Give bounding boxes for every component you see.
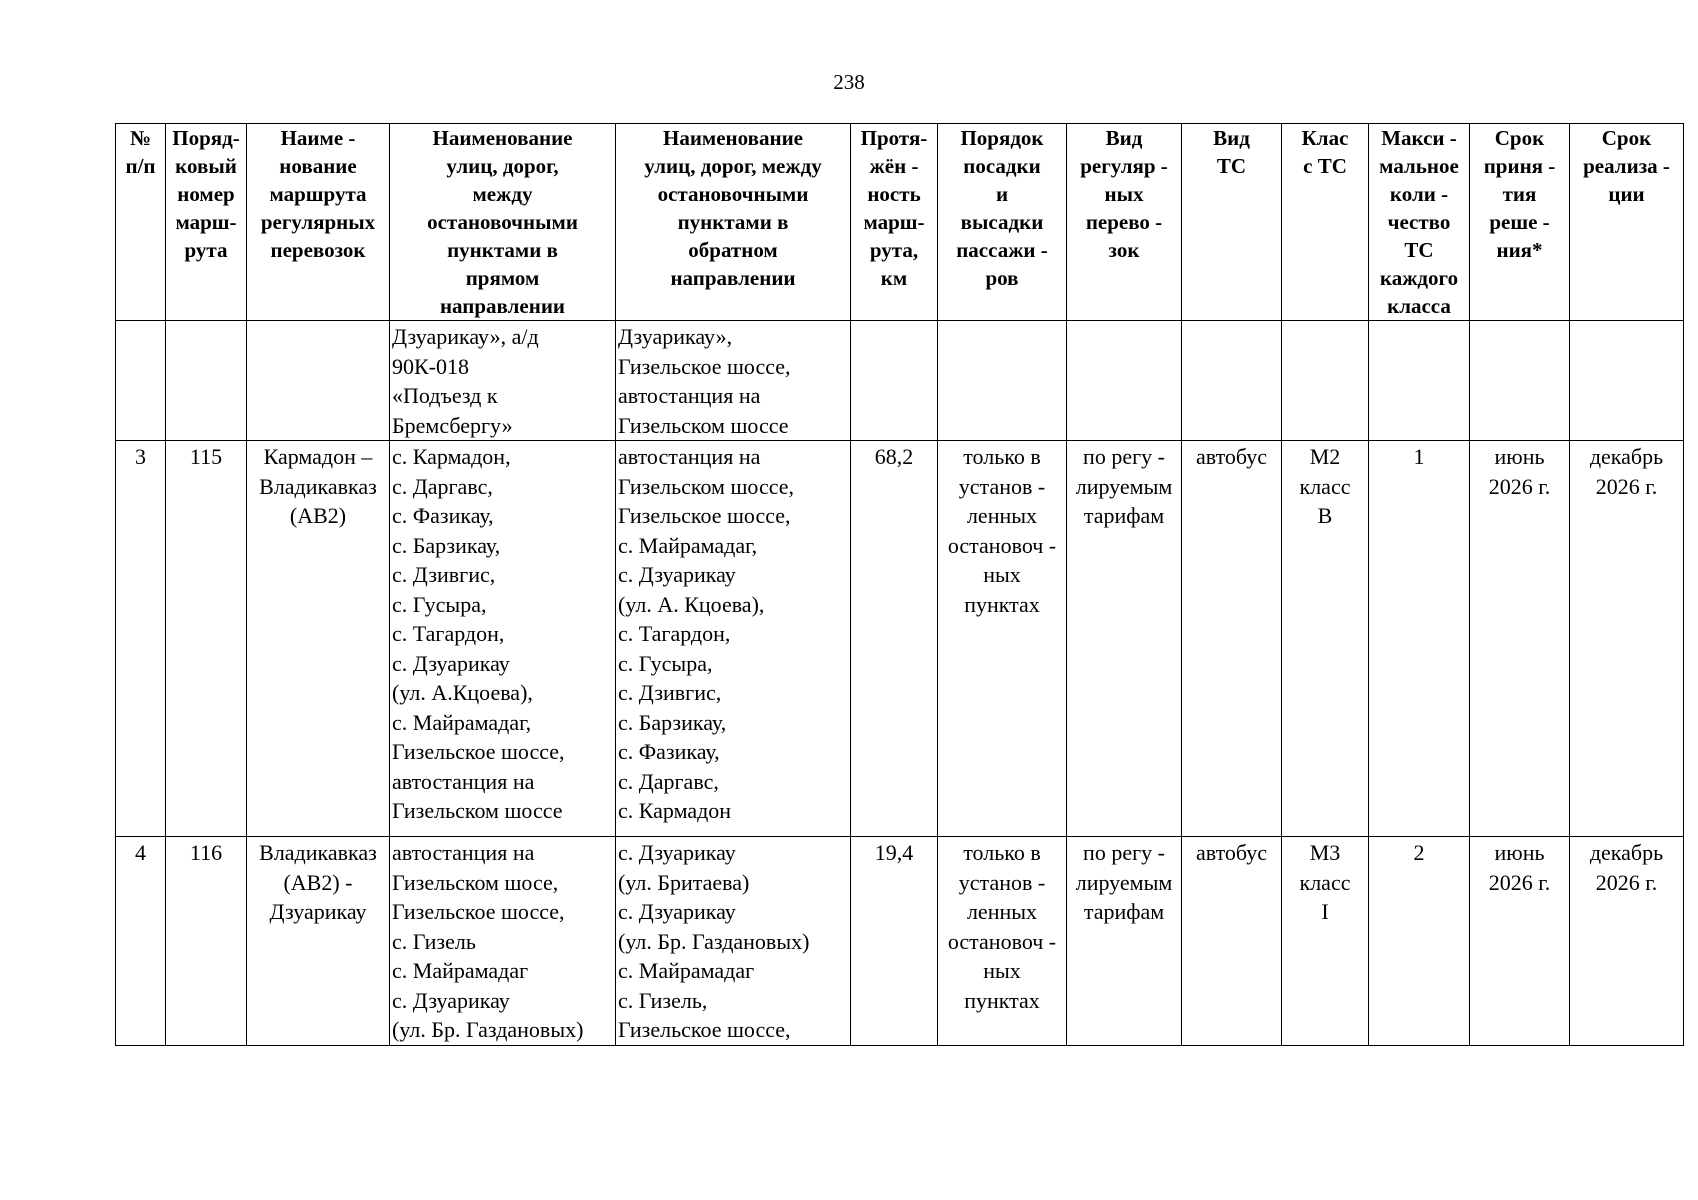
cell-text-line: ров [985,266,1019,290]
cell-text-line: жён - [869,154,919,178]
cell-text-line: с. Дзуарикау [618,840,736,865]
cell-text-line: (АВ2) [289,503,347,528]
cell-text-line: перевозок [270,238,366,262]
cell-decision-date [1470,837,1570,1046]
cell-text-line: класс [1299,473,1351,499]
cell-text-line: зок [1108,238,1140,262]
cell-text-line: с. Майрамадаг [392,958,529,983]
cell-text-line: 68,2 [874,444,914,469]
cell-text-line: Срок [1601,126,1652,150]
cell-text-line: с. Барзикау, [392,532,501,558]
cell-text-line: остановоч - [947,532,1057,558]
cell-text-line: Гизельском шоссе [392,798,563,823]
cell-route-name [247,837,390,1046]
cell-text-line: тия [1502,182,1537,206]
cell-text-line: пассажи - [956,238,1048,262]
cell-text-line: М3 [1309,840,1341,865]
cell-text-line: маршрута [269,182,367,206]
cell-boarding-order [938,441,1067,837]
cell-text-line: Гизельском шоссе, [618,473,795,499]
cell-text-line: марш- [175,210,237,234]
header-cell [1570,124,1684,321]
cell-decision-date [1470,441,1570,837]
cell-text-line: декабрь [1589,840,1664,865]
cell-text-line: ленных [966,503,1038,528]
cell-text-line: с. Дзивгис, [392,562,496,587]
header-cell [938,124,1067,321]
header-row [116,124,1684,321]
cell-backward-streets [616,321,851,441]
cell-text-line: между [472,182,533,206]
cell-text-line: с. Гизель [392,928,476,954]
cell-text-line: направлении [670,266,796,290]
cell-text-line: «Подъезд к [392,383,498,408]
cell-text-line: Дзуарикау», а/д [392,324,539,349]
cell-text-line: рута [184,238,228,262]
cell-text-line: только в [963,444,1041,469]
cell-text-line: Владикавказ [259,840,377,865]
header-cell [1369,124,1470,321]
cell-text-line: Гизельское шоссе, [392,739,565,764]
cell-text-line: 2026 г. [1488,869,1551,895]
cell-text-line: лируемым [1075,869,1173,895]
cell-decision-date [1470,321,1570,441]
cell-text-line: (ул. А.Кцоева), [392,680,533,705]
header-cell [1182,124,1282,321]
cell-text-line: ции [1608,182,1645,206]
cell-text-line: ных [983,958,1021,983]
cell-text-line: 115 [189,444,223,469]
cell-text-line: класс [1299,869,1351,895]
cell-text-line: ность [867,182,921,206]
cell-max-count [1369,837,1470,1046]
cell-text-line: улиц, дорог, между [644,154,822,178]
cell-text-line: лируемым [1075,473,1173,499]
cell-text-line: пунктах [964,987,1040,1013]
cell-text-line: В [1317,503,1333,528]
cell-text-line: направлении [439,294,566,318]
cell-text-line: с. Дзуарикау [618,899,736,924]
cell-text-line: пунктах [964,591,1040,617]
cell-number [116,837,166,1046]
cell-text-line: Гизельское шоссе, [392,899,565,924]
header-cell [1470,124,1570,321]
cell-text-line: перево - [1085,210,1163,234]
cell-text-line: с. Тагардон, [618,621,731,646]
cell-forward-streets [390,321,616,441]
cell-text-line: 116 [189,840,223,865]
cell-route-number [166,441,247,837]
cell-text-line: Гизельском шоссе [618,412,789,438]
cell-text-line: реализа - [1583,154,1670,178]
cell-text-line: 90К-018 [392,353,469,379]
cell-text-line: с. Дзуарикау [392,987,510,1013]
cell-text-line: Бремсбергу» [392,412,513,438]
cell-route-name [247,321,390,441]
cell-text-line: Гизельское шоссе, [618,353,791,379]
cell-text-line: Гизельское шоссе, [618,1017,791,1042]
cell-text-line: чество [1387,210,1451,234]
cell-text-line: Гизельском шосе, [392,869,559,895]
cell-text-line: автобус [1195,840,1268,865]
cell-text-line: и [995,182,1009,206]
cell-text-line: с. Кармадон, [392,444,511,469]
cell-text-line: 4 [135,840,146,865]
header-cell [1067,124,1182,321]
header-cell [166,124,247,321]
cell-text-line: ковый [175,154,237,178]
cell-text-line: с ТС [1303,154,1347,178]
cell-text-line: приня - [1483,154,1556,178]
cell-text-line: 2026 г. [1595,473,1658,499]
cell-text-line: класса [1387,294,1451,318]
cell-boarding-order [938,321,1067,441]
table-row [116,837,1684,1046]
cell-text-line: коли - [1389,182,1449,206]
cell-text-line: № [129,126,152,150]
cell-vehicle-class [1282,837,1369,1046]
routes-table [115,123,1684,1046]
cell-route-name [247,441,390,837]
cell-backward-streets [616,837,851,1046]
cell-text-line: автостанция на [392,768,535,794]
cell-text-line: 2026 г. [1595,869,1658,895]
cell-text-line: высадки [960,210,1044,234]
cell-text-line: установ - [958,473,1046,499]
cell-implementation-date [1570,321,1684,441]
cell-text-line: Гизельское шоссе, [618,503,791,528]
cell-boarding-order [938,837,1067,1046]
cell-text-line: только в [963,840,1041,865]
cell-text-line: (ул. Бр. Газдановых) [392,1017,584,1042]
cell-text-line: нование [279,154,357,178]
cell-vehicle-type [1182,321,1282,441]
cell-text-line: автостанция на [618,444,761,469]
cell-vehicle-class [1282,321,1369,441]
cell-max-count [1369,441,1470,837]
cell-route-number [166,321,247,441]
cell-text-line: остановочными [427,210,578,234]
cell-text-line: ния* [1496,238,1543,262]
cell-text-line: по регу - [1083,840,1165,865]
cell-text-line: установ - [958,869,1046,895]
cell-text-line: 3 [135,444,146,469]
cell-text-line: декабрь [1589,444,1664,469]
cell-text-line: ных [983,562,1021,587]
cell-vehicle-type [1182,441,1282,837]
cell-text-line: с. Тагардон, [392,621,505,646]
cell-text-line: июнь [1494,444,1545,469]
cell-text-line: с. Даргавс, [618,768,719,794]
cell-implementation-date [1570,837,1684,1046]
cell-transport-type [1067,837,1182,1046]
cell-text-line: Наименование [432,126,573,150]
cell-forward-streets [390,837,616,1046]
cell-text-line: тарифам [1083,899,1165,924]
cell-implementation-date [1570,441,1684,837]
cell-text-line: 2 [1413,840,1425,865]
cell-number [116,321,166,441]
cell-text-line: марш- [863,210,925,234]
cell-text-line: Клас [1301,126,1349,150]
cell-text-line: Наименование [663,126,803,150]
cell-text-line: июнь [1494,840,1545,865]
cell-transport-type [1067,321,1182,441]
cell-text-line: посадки [963,154,1041,178]
cell-text-line: с. Майрамадаг, [618,532,758,558]
cell-text-line: с. Майрамадаг, [392,709,532,735]
cell-text-line: I [1321,899,1329,924]
cell-text-line: пунктами в [677,210,789,234]
header-cell [1282,124,1369,321]
cell-text-line: М2 [1309,444,1341,469]
cell-text-line: прямом [465,266,540,290]
cell-text-line: улиц, дорог, [446,154,559,178]
cell-number [116,441,166,837]
cell-text-line: мальное [1379,154,1459,178]
cell-text-line: Дзуарикау», [618,324,733,349]
cell-text-line: 19,4 [874,840,914,865]
cell-backward-streets [616,441,851,837]
cell-text-line: 2026 г. [1488,473,1551,499]
cell-text-line: Протя- [860,126,928,150]
header-cell [390,124,616,321]
cell-text-line: регулярных [260,210,376,234]
cell-text-line: с. Кармадон [618,798,732,823]
cell-text-line: с. Барзикау, [618,709,727,735]
cell-text-line: (ул. Бр. Газдановых) [618,928,810,954]
cell-text-line: номер [177,182,235,206]
cell-transport-type [1067,441,1182,837]
header-cell [616,124,851,321]
cell-text-line: с. Даргавс, [392,473,493,499]
cell-text-line: Срок [1494,126,1545,150]
cell-text-line: пунктами в [447,238,558,262]
cell-forward-streets [390,441,616,837]
cell-text-line: по регу - [1083,444,1165,469]
cell-text-line: (ул. А. Кцоева), [618,591,765,617]
cell-text-line: с. Фазикау, [392,503,494,528]
cell-text-line: с. Дзивгис, [618,680,722,705]
cell-length [851,321,938,441]
cell-text-line: тарифам [1083,503,1165,528]
cell-text-line: Поряд- [172,126,240,150]
header-cell [116,124,166,321]
cell-text-line: обратном [688,238,778,262]
cell-max-count [1369,321,1470,441]
cell-text-line: Наиме - [280,126,356,150]
cell-length [851,837,938,1046]
cell-text-line: рута, [869,238,919,262]
table-row [116,321,1684,441]
page-number: 238 [833,70,865,94]
cell-text-line: ТС [1404,238,1434,262]
cell-text-line: реше - [1489,210,1550,234]
cell-text-line: с. Гусыра, [618,650,713,676]
cell-text-line: Порядок [960,126,1044,150]
cell-text-line: Вид [1213,126,1250,150]
cell-text-line: Вид [1105,126,1143,150]
cell-text-line: остановочными [657,182,809,206]
cell-text-line: с. Гусыра, [392,591,487,617]
cell-text-line: ТС [1216,154,1247,178]
cell-text-line: Дзуарикау [269,899,367,924]
cell-vehicle-class [1282,441,1369,837]
cell-text-line: с. Гизель, [618,987,708,1013]
cell-text-line: с. Дзуарикау [618,562,736,587]
cell-text-line: автобус [1195,444,1268,469]
cell-text-line: (АВ2) - [283,869,353,895]
header-cell [247,124,390,321]
cell-text-line: п/п [125,154,156,178]
cell-text-line: ных [1104,182,1144,206]
cell-text-line: (ул. Бритаева) [618,869,750,895]
cell-text-line: с. Дзуарикау [392,650,510,676]
table-row [116,441,1684,837]
cell-text-line: Кармадон – [263,444,373,469]
cell-text-line: Владикавказ [259,473,377,499]
cell-text-line: ленных [966,899,1038,924]
cell-text-line: остановоч - [947,928,1057,954]
cell-text-line: км [880,266,908,290]
cell-text-line: каждого [1379,266,1459,290]
cell-text-line: автостанция на [392,840,535,865]
cell-vehicle-type [1182,837,1282,1046]
cell-text-line: автостанция на [618,383,761,408]
cell-length [851,441,938,837]
cell-text-line: с. Майрамадаг [618,958,755,983]
cell-route-number [166,837,247,1046]
cell-text-line: Макси - [1381,126,1457,150]
header-cell [851,124,938,321]
cell-text-line: регуляр - [1080,154,1168,178]
cell-text-line: 1 [1413,444,1425,469]
cell-text-line: с. Фазикау, [618,739,720,764]
